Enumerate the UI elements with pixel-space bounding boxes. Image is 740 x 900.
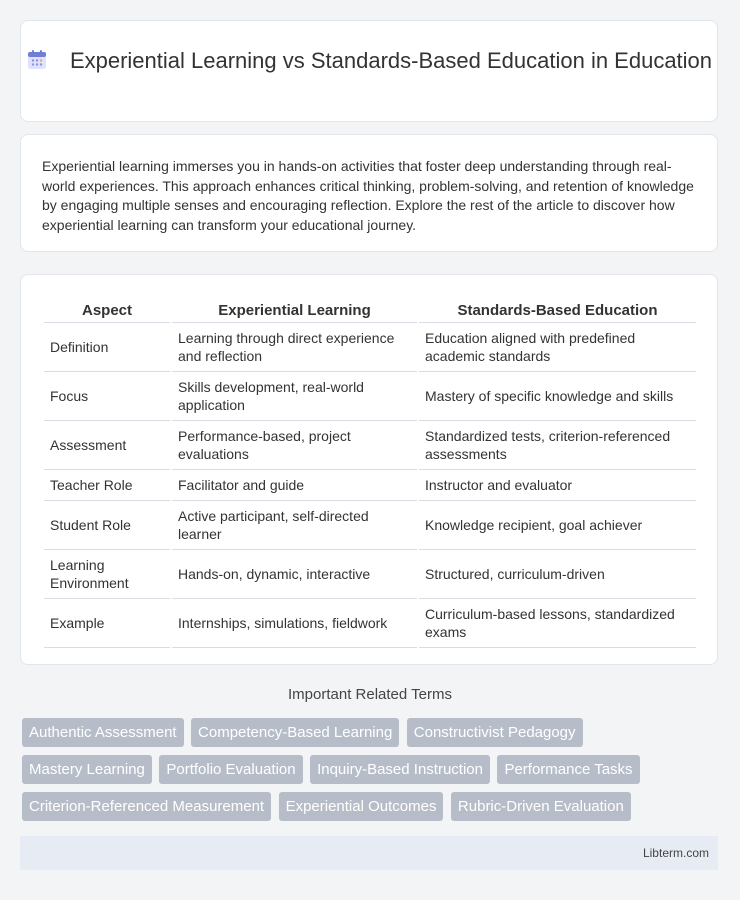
row-aspect: Assessment bbox=[44, 421, 170, 470]
row-experiential: Hands-on, dynamic, interactive bbox=[172, 550, 417, 599]
comparison-table bbox=[42, 295, 698, 648]
row-standards: Mastery of specific knowledge and skills bbox=[419, 372, 696, 421]
row-aspect: Focus bbox=[44, 372, 170, 421]
table-row bbox=[44, 599, 696, 648]
row-standards: Instructor and evaluator bbox=[419, 470, 696, 501]
footer bbox=[20, 836, 718, 870]
row-standards: Structured, curriculum-driven bbox=[419, 550, 696, 599]
calendar-icon bbox=[26, 49, 48, 71]
table-row bbox=[44, 550, 696, 599]
row-standards: Education aligned with predefined academic standards bbox=[419, 323, 696, 372]
table-row bbox=[44, 501, 696, 550]
tag-row bbox=[22, 792, 712, 829]
related-terms-title: Important Related Terms bbox=[288, 686, 452, 703]
table-row bbox=[44, 372, 696, 421]
table-row bbox=[44, 323, 696, 372]
page-title bbox=[21, 46, 717, 75]
intro-paragraph: Experiential learning immerses you in hands-on activities that foster deep understanding through real-world experiences. This approach enhances critical thinking, problem-solving, and retention of knowledge by engaging multiple senses and encouraging reflection. Explore the rest of the article to discover how experiential learning can transform your educational journey. bbox=[42, 158, 694, 233]
row-standards: Standardized tests, criterion-referenced assessments bbox=[419, 421, 696, 470]
title-card bbox=[20, 20, 718, 122]
header-standards: Standards-Based Education bbox=[419, 295, 696, 323]
header-aspect: Aspect bbox=[44, 295, 170, 323]
row-aspect: Example bbox=[44, 599, 170, 648]
tag-rubric-driven-evaluation[interactable]: Rubric-Driven Evaluation bbox=[451, 792, 631, 821]
row-experiential: Skills development, real-world application bbox=[172, 372, 417, 421]
header-experiential: Experiential Learning bbox=[172, 295, 417, 323]
row-experiential: Internships, simulations, fieldwork bbox=[172, 599, 417, 648]
tag-competency-based-learning[interactable]: Competency-Based Learning bbox=[191, 718, 399, 747]
row-experiential: Learning through direct experience and reflection bbox=[172, 323, 417, 372]
row-standards: Knowledge recipient, goal achiever bbox=[419, 501, 696, 550]
footer-site-link[interactable]: Libterm.com bbox=[642, 846, 709, 860]
row-experiential: Active participant, self-directed learner bbox=[172, 501, 417, 550]
row-aspect: Definition bbox=[44, 323, 170, 372]
tag-performance-tasks[interactable]: Performance Tasks bbox=[497, 755, 639, 784]
tag-criterion-referenced-measurement[interactable]: Criterion-Referenced Measurement bbox=[22, 792, 271, 821]
tag-experiential-outcomes[interactable]: Experiential Outcomes bbox=[279, 792, 444, 821]
row-aspect: Learning Environment bbox=[44, 550, 170, 599]
row-standards: Curriculum-based lessons, standardized exams bbox=[419, 599, 696, 648]
tag-authentic-assessment[interactable]: Authentic Assessment bbox=[22, 718, 184, 747]
page-title-text: Experiential Learning vs Standards-Based Education in Education bbox=[69, 48, 713, 73]
intro-card bbox=[20, 134, 718, 252]
tag-row bbox=[22, 755, 712, 792]
tag-mastery-learning[interactable]: Mastery Learning bbox=[22, 755, 152, 784]
row-aspect: Teacher Role bbox=[44, 470, 170, 501]
tag-inquiry-based-instruction[interactable]: Inquiry-Based Instruction bbox=[310, 755, 490, 784]
row-aspect: Student Role bbox=[44, 501, 170, 550]
comparison-card bbox=[20, 274, 718, 665]
related-terms-list bbox=[22, 718, 712, 829]
tag-constructivist-pedagogy[interactable]: Constructivist Pedagogy bbox=[407, 718, 583, 747]
row-experiential: Facilitator and guide bbox=[172, 470, 417, 501]
table-row bbox=[44, 421, 696, 470]
row-experiential: Performance-based, project evaluations bbox=[172, 421, 417, 470]
tag-portfolio-evaluation[interactable]: Portfolio Evaluation bbox=[159, 755, 302, 784]
table-row bbox=[44, 470, 696, 501]
tag-row bbox=[22, 718, 712, 755]
table-header-row bbox=[44, 295, 696, 323]
